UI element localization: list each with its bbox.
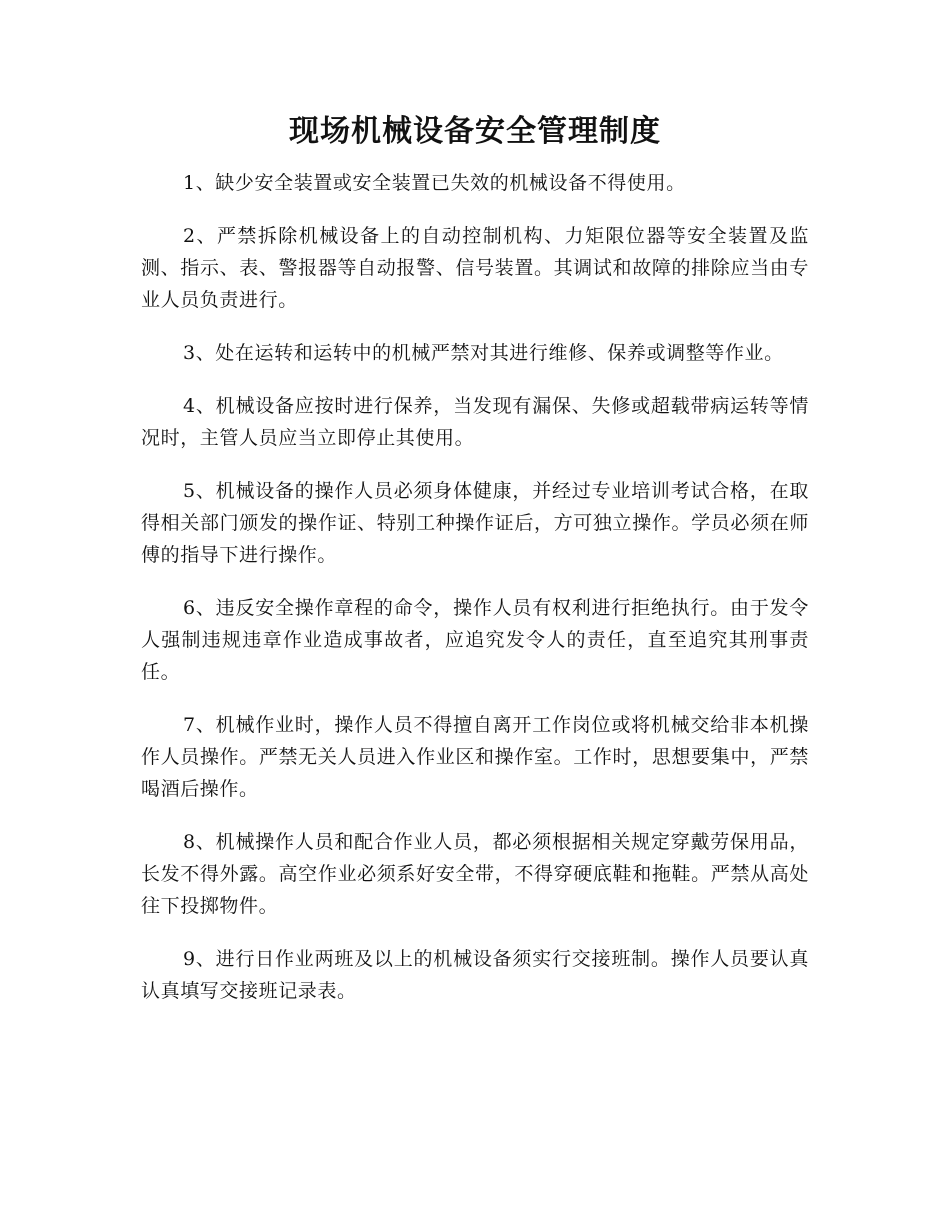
paragraph-4: 4、机械设备应按时进行保养，当发现有漏保、失修或超载带病运转等情况时，主管人员应当立即停止其使用。 (141, 395, 809, 449)
paragraph-3: 3、处在运转和运转中的机械严禁对其进行维修、保养或调整等作业。 (183, 342, 784, 364)
document-title: 现场机械设备安全管理制度 (289, 114, 661, 149)
paragraph-6: 6、违反安全操作章程的命令，操作人员有权利进行拒绝执行。由于发令人强制违规违章作业造成事故者，应追究发令人的责任，直至追究其刑事责任。 (141, 597, 809, 683)
paragraph-9: 9、进行日作业两班及以上的机械设备须实行交接班制。操作人员要认真认真填写交接班记录表。 (141, 948, 809, 1002)
paragraph-5: 5、机械设备的操作人员必须身体健康，并经过专业培训考试合格，在取得相关部门颁发的操作证、特别工种操作证后，方可独立操作。学员必须在师傅的指导下进行操作。 (141, 480, 809, 566)
paragraph-1: 1、缺少安全装置或安全装置已失效的机械设备不得使用。 (183, 172, 686, 194)
paragraph-2: 2、严禁拆除机械设备上的自动控制机构、力矩限位器等安全装置及监测、指示、表、警报器等自动报警、信号装置。其调试和故障的排除应当由专业人员负责进行。 (141, 225, 809, 311)
paragraph-7: 7、机械作业时，操作人员不得擅自离开工作岗位或将机械交给非本机操作人员操作。严禁无关人员进入作业区和操作室。工作时，思想要集中，严禁喝酒后操作。 (141, 714, 809, 800)
paragraph-8: 8、机械操作人员和配合作业人员，都必须根据相关规定穿戴劳保用品，长发不得外露。高空作业必须系好安全带，不得穿硬底鞋和拖鞋。严禁从高处往下投掷物件。 (141, 831, 809, 917)
document-body (141, 167, 809, 1028)
